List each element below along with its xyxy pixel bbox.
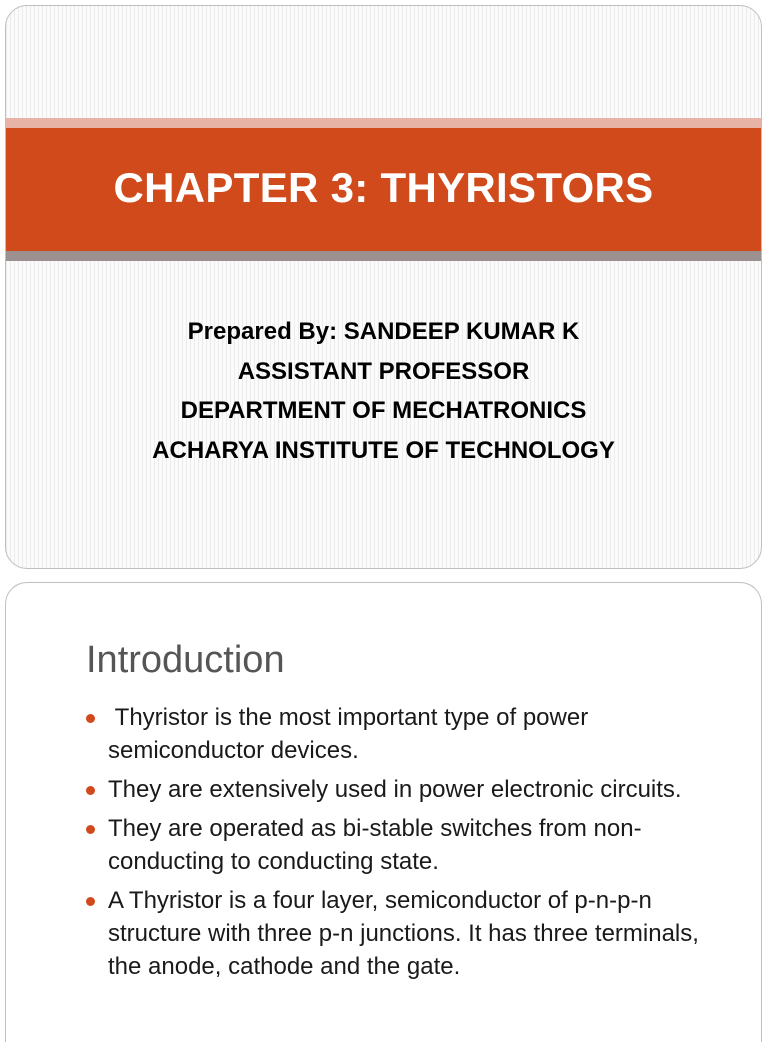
band-top-stripe xyxy=(6,118,761,128)
bullet-text: A Thyristor is a four layer, semiconductor of p-n-p-n structure with three p-n junctions. It has three terminals, the anode, cathode and the gate. xyxy=(108,887,699,980)
band-bottom-stripe xyxy=(6,251,761,261)
credit-line-institute: ACHARYA INSTITUTE OF TECHNOLOGY xyxy=(152,436,615,464)
bullet-text: Thyristor is the most important type of power semiconductor devices. xyxy=(108,704,595,764)
credit-line-department: DEPARTMENT OF MECHATRONICS xyxy=(180,397,587,424)
bullet-item xyxy=(86,812,736,878)
bullet-dot-icon xyxy=(86,786,95,795)
bullet-item xyxy=(86,701,736,767)
introduction-slide xyxy=(5,582,762,1042)
bullet-dot-icon xyxy=(86,825,95,834)
title-slide xyxy=(5,5,762,569)
slide-heading: Introduction xyxy=(86,639,285,681)
bullet-text: They are operated as bi-stable switches from non-conducting to conducting state. xyxy=(108,815,642,875)
bullet-list xyxy=(86,701,736,989)
bullet-item xyxy=(86,773,736,806)
credit-line-prepared-by: Prepared By: SANDEEP KUMAR K xyxy=(187,318,580,345)
chapter-title: CHAPTER 3: THYRISTORS xyxy=(113,163,654,211)
bullet-dot-icon xyxy=(86,714,95,723)
bullet-dot-icon xyxy=(86,897,95,906)
title-band xyxy=(6,128,761,251)
bullet-text: They are extensively used in power electronic circuits. xyxy=(108,776,682,803)
credit-line-position: ASSISTANT PROFESSOR xyxy=(237,357,530,385)
author-credits xyxy=(6,312,761,470)
bullet-item xyxy=(86,884,736,983)
